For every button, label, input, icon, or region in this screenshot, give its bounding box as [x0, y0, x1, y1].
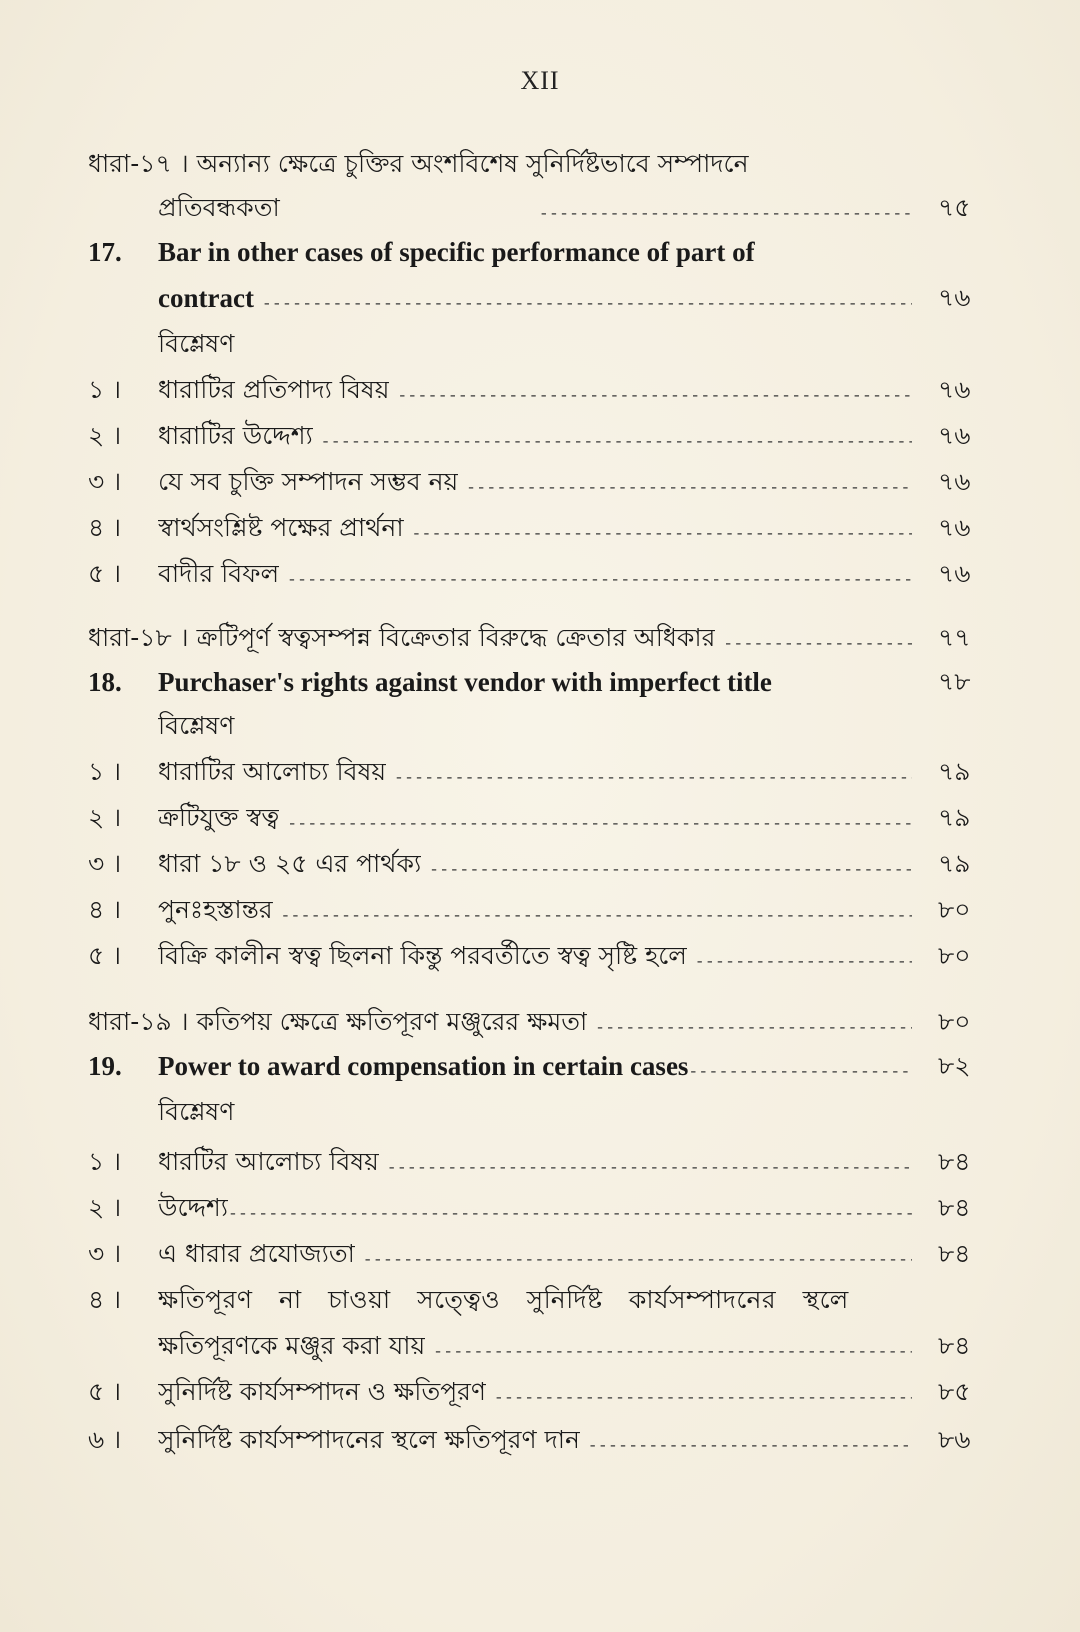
item-number: ৫ । [88, 941, 122, 970]
section-title: অন্যান্য ক্ষেত্রে চুক্তির অংশবিশেষ সুনির্দিষ্টভাবে সম্পাদনে [196, 149, 749, 178]
toc-entry [88, 1230, 998, 1274]
entry-title: উদ্দেশ্য [158, 1193, 229, 1222]
toc-entry [88, 1322, 998, 1366]
section-number: 18. [88, 667, 122, 697]
section-number: ধারা-১৮ । [88, 623, 189, 652]
toc-analysis-heading [88, 702, 998, 746]
toc-section-heading-18-en [88, 658, 998, 702]
page-ref: ৮০ [938, 941, 971, 970]
section-title: ক্রটিপূর্ণ স্বত্বসম্পন্ন বিক্রেতার বিরুদ্ধে ক্রেতার অধিকার [196, 623, 716, 652]
item-number: ৪ । [88, 895, 122, 924]
page-ref: ৮৪ [938, 1239, 971, 1268]
toc-entry [88, 274, 998, 318]
toc-entry [88, 886, 998, 930]
page-ref: ৭৮ [938, 667, 971, 696]
entry-title: ধারটির আলোচ্য বিষয় [158, 1147, 379, 1176]
item-number: ২ । [88, 803, 122, 832]
item-number: ৩ । [88, 849, 122, 878]
page-roman-number: XII [520, 66, 560, 95]
toc-section-heading-17-en [88, 228, 998, 272]
toc-entry [88, 184, 998, 228]
entry-title: ধারাটির আলোচ্য বিষয় [158, 757, 387, 786]
dot-leader [262, 290, 912, 318]
page-ref: ৭৬ [938, 283, 971, 312]
entry-title: সুনির্দিষ্ট কার্যসম্পাদনের স্থলে ক্ষতিপূরণ দান [158, 1425, 580, 1454]
toc-section-heading-18-bn [88, 614, 998, 658]
page-ref: ৮৪ [938, 1331, 971, 1360]
toc-analysis-heading [88, 1088, 998, 1132]
entry-title: সুনির্দিষ্ট কার্যসম্পাদন ও ক্ষতিপূরণ [158, 1377, 487, 1406]
analysis-label: বিশ্লেষণ [158, 711, 235, 740]
entry-title: contract [158, 283, 254, 313]
page-ref: ৭৯ [938, 803, 971, 832]
page-ref: ৮৪ [938, 1193, 971, 1222]
dot-leader [281, 902, 912, 930]
entry-title: প্রতিবন্ধকতা [158, 193, 280, 222]
item-number: ৩ । [88, 1239, 122, 1268]
entry-title: ধারা ১৮ ও ২৫ এর পার্থক্য [158, 849, 422, 878]
dot-leader [723, 630, 912, 658]
entry-title: ক্ষতিপূরণকে মঞ্জুর করা যায় [158, 1331, 426, 1360]
dot-leader [397, 382, 912, 410]
toc-entry [88, 366, 998, 410]
toc-entry [88, 1416, 998, 1460]
toc-analysis-heading [88, 320, 998, 364]
section-number: ধারা-১৭ । [88, 149, 189, 178]
item-number: ১ । [88, 375, 122, 404]
item-number: ২ । [88, 421, 122, 450]
dot-leader [433, 1338, 912, 1366]
page-ref: ৮৪ [938, 1147, 971, 1176]
section-number: 17. [88, 237, 122, 267]
dot-leader [688, 1058, 912, 1086]
analysis-label: বিশ্লেষণ [158, 329, 235, 358]
dot-leader [363, 1246, 912, 1274]
toc-entry [88, 794, 998, 838]
page-ref: ৭৯ [938, 849, 971, 878]
page-ref: ৭৬ [938, 375, 971, 404]
item-number: ৩ । [88, 467, 122, 496]
toc-section-heading-19-en [88, 1042, 998, 1086]
page-ref: ৭৬ [938, 559, 971, 588]
entry-title: বাদীর বিফল [158, 559, 280, 588]
toc-entry [88, 458, 998, 502]
entry-title: ধারাটির প্রতিপাদ্য বিষয় [158, 375, 390, 404]
page-ref: ৮২ [938, 1051, 971, 1080]
toc-entry [88, 1184, 998, 1228]
toc-section-heading-19-bn [88, 998, 998, 1042]
dot-leader [287, 566, 912, 594]
dot-leader [695, 948, 912, 976]
toc-entry [88, 932, 998, 976]
item-number: ১ । [88, 757, 122, 786]
toc-entry [88, 412, 998, 456]
entry-title: যে সব চুক্তি সম্পাদন সম্ভব নয় [158, 467, 459, 496]
dot-leader [494, 1384, 912, 1412]
entry-title: পুনঃহস্তান্তর [158, 895, 273, 924]
section-number: ধারা-১৯ । [88, 1007, 189, 1036]
page-ref: ৭৯ [938, 757, 971, 786]
item-number: ৬ । [88, 1425, 122, 1454]
toc-entry [88, 748, 998, 792]
page-ref: ৭৭ [938, 623, 971, 652]
dot-leader [588, 1432, 912, 1460]
entry-title: ধারাটির উদ্দেশ্য [158, 421, 313, 450]
dot-leader [287, 810, 912, 838]
toc-entry [88, 504, 998, 548]
page-ref: ৮০ [938, 895, 971, 924]
dot-leader [228, 1200, 912, 1228]
toc-entry [88, 840, 998, 884]
toc-entry [88, 1368, 998, 1412]
item-number: ২ । [88, 1193, 122, 1222]
page-ref: ৮৬ [938, 1425, 971, 1454]
section-number: 19. [88, 1051, 122, 1081]
section-title: Power to award compensation in certain cases [158, 1051, 689, 1081]
dot-leader [412, 520, 912, 548]
page-ref: ৮০ [938, 1007, 971, 1036]
page-ref: ৭৫ [938, 193, 971, 222]
dot-leader [387, 1154, 912, 1182]
toc-entry [88, 550, 998, 594]
entry-title: ক্রটিযুক্ত স্বত্ব [158, 803, 280, 832]
item-number: ৪ । [88, 513, 122, 542]
toc-entry [88, 1138, 998, 1182]
dot-leader [394, 764, 912, 792]
page-ref: ৭৬ [938, 421, 971, 450]
dot-leader [595, 1014, 912, 1042]
entry-title: বিক্রি কালীন স্বত্ব ছিলনা কিন্তু পরবর্তীতে স্বত্ব সৃষ্টি হলে [158, 941, 687, 970]
toc-section-heading-17-bn [88, 140, 998, 184]
dot-leader [429, 856, 912, 884]
page-ref: ৭৬ [938, 467, 971, 496]
analysis-label: বিশ্লেষণ [158, 1097, 235, 1126]
toc-entry [88, 1276, 998, 1320]
dot-leader [539, 200, 912, 228]
page-ref: ৮৫ [938, 1377, 971, 1406]
dot-leader [466, 474, 912, 502]
entry-title: স্বার্থসংশ্লিষ্ট পক্ষের প্রার্থনা [158, 513, 404, 542]
dot-leader [321, 428, 912, 456]
section-title: Bar in other cases of specific performance of part of [158, 237, 755, 267]
item-number: ৫ । [88, 559, 122, 588]
item-number: ৪ । [88, 1285, 122, 1314]
item-number: ১ । [88, 1147, 122, 1176]
entry-title: ক্ষতিপূরণ না চাওয়া সত্ত্বেও সুনির্দিষ্ট কার্যসম্পাদনের স্থলে [158, 1285, 849, 1314]
entry-title: এ ধারার প্রযোজ্যতা [158, 1239, 355, 1268]
page-ref: ৭৬ [938, 513, 971, 542]
section-title: Purchaser's rights against vendor with imperfect title [158, 667, 772, 697]
item-number: ৫ । [88, 1377, 122, 1406]
section-title: কতিপয় ক্ষেত্রে ক্ষতিপূরণ মঞ্জুরের ক্ষমতা [196, 1007, 588, 1036]
